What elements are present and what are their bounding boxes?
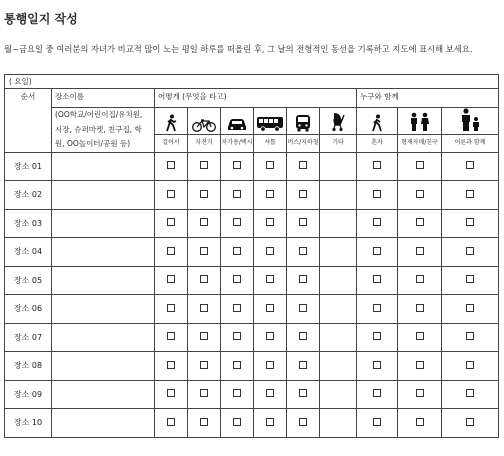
mode-checkbox-cell [188,380,221,409]
who-checkbox[interactable] [466,161,474,169]
shuttle-bus-icon [254,108,287,135]
mode-checkbox[interactable] [266,161,274,169]
adult-child-icon [442,108,499,135]
mode-checkbox-cell [188,409,221,438]
who-checkbox[interactable] [416,161,424,169]
mode-checkbox-cell [221,352,254,381]
mode-checkbox-cell [287,409,320,438]
who-checkbox[interactable] [416,361,424,369]
who-checkbox-cell [398,209,442,238]
mode-checkbox[interactable] [233,218,241,226]
mode-checkbox[interactable] [266,332,274,340]
mode-checkbox[interactable] [233,418,241,426]
who-checkbox[interactable] [466,332,474,340]
who-checkbox-cell [357,323,398,352]
table-row [5,380,499,409]
mode-checkbox-cell [155,352,188,381]
mode-checkbox[interactable] [299,332,307,340]
mode-checkbox-cell [221,380,254,409]
mode-label-walk: 걸어서 [155,135,188,152]
who-checkbox-cell [398,238,442,267]
mode-checkbox-cell [320,352,357,381]
who-checkbox-cell [398,266,442,295]
stroller-icon [320,108,357,135]
mode-checkbox-cell [320,266,357,295]
mode-checkbox-cell [221,209,254,238]
who-checkbox[interactable] [416,332,424,340]
person-alone-icon [357,108,398,135]
who-checkbox-cell [398,295,442,324]
row-label: 장소 09 [5,380,52,409]
who-checkbox[interactable] [466,190,474,198]
mode-label-bus: 버스/지하철 [287,135,320,152]
mode-checkbox-cell [287,380,320,409]
mode-checkbox-cell [254,152,287,181]
who-checkbox-cell [442,181,499,210]
table-row [5,181,499,210]
mode-checkbox-cell [188,295,221,324]
who-label-adult: 어른과 함께 [442,135,499,152]
place-name-field[interactable] [52,295,155,324]
who-checkbox-cell [442,209,499,238]
mode-checkbox-cell [254,352,287,381]
mode-checkbox[interactable] [299,418,307,426]
row-label: 장소 04 [5,238,52,267]
mode-checkbox-cell [287,181,320,210]
mode-checkbox-cell [221,323,254,352]
mode-checkbox[interactable] [266,418,274,426]
mode-checkbox-cell [188,181,221,210]
mode-label-shuttle: 셔틀 [254,135,287,152]
mode-checkbox[interactable] [167,218,175,226]
mode-checkbox[interactable] [299,389,307,397]
mode-checkbox[interactable] [233,304,241,312]
table-row [5,266,499,295]
mode-checkbox-cell [320,409,357,438]
who-checkbox[interactable] [416,275,424,283]
mode-checkbox-cell [155,266,188,295]
mode-checkbox-cell [221,238,254,267]
mode-checkbox-cell [320,152,357,181]
mode-checkbox[interactable] [167,361,175,369]
mode-checkbox-cell [254,380,287,409]
who-checkbox-cell [442,380,499,409]
mode-checkbox-cell [254,323,287,352]
mode-checkbox[interactable] [233,247,241,255]
siblings-icon [398,108,442,135]
mode-checkbox-cell [155,380,188,409]
mode-checkbox-cell [320,295,357,324]
who-checkbox-cell [442,323,499,352]
mode-checkbox[interactable] [233,161,241,169]
who-checkbox-cell [398,181,442,210]
mode-checkbox[interactable] [167,161,175,169]
instructions: 월~금요일 중 여러분의 자녀가 비교적 많이 노는 평일 하루를 떠올린 후, 그 날의 전형적인 동선을 기록하고 지도에 표시해 보세요. [4,44,473,54]
mode-label-car: 자가용/택시 [221,135,254,152]
mode-checkbox[interactable] [266,389,274,397]
who-checkbox-cell [442,352,499,381]
mode-checkbox[interactable] [299,361,307,369]
walking-icon [155,108,188,135]
mode-checkbox-cell [320,323,357,352]
mode-checkbox[interactable] [233,190,241,198]
who-checkbox[interactable] [466,218,474,226]
who-checkbox[interactable] [373,247,381,255]
car-icon [221,108,254,135]
who-checkbox-cell [357,238,398,267]
place-name-field[interactable] [52,181,155,210]
who-checkbox[interactable] [373,361,381,369]
mode-checkbox-cell [155,238,188,267]
mode-checkbox-cell [320,238,357,267]
mode-checkbox-cell [188,323,221,352]
table-row [5,295,499,324]
who-checkbox-cell [357,409,398,438]
place-name-field[interactable] [52,409,155,438]
mode-checkbox-cell [287,352,320,381]
mode-checkbox-cell [188,266,221,295]
mode-label-bicycle: 자전거 [188,135,221,152]
day-of-week-field[interactable]: ( 요일) [5,75,499,89]
place-name-field[interactable] [52,380,155,409]
who-checkbox[interactable] [466,304,474,312]
mode-checkbox-cell [320,181,357,210]
who-checkbox-cell [357,209,398,238]
mode-checkbox-cell [287,209,320,238]
who-checkbox[interactable] [466,247,474,255]
who-checkbox-cell [398,352,442,381]
who-checkbox[interactable] [373,275,381,283]
mode-checkbox-cell [254,209,287,238]
mode-checkbox[interactable] [200,218,208,226]
mode-checkbox[interactable] [167,190,175,198]
who-checkbox[interactable] [466,275,474,283]
who-checkbox[interactable] [373,332,381,340]
who-checkbox-cell [398,152,442,181]
who-checkbox[interactable] [373,190,381,198]
mode-checkbox[interactable] [266,275,274,283]
who-label-alone: 혼자 [357,135,398,152]
mode-checkbox-cell [188,209,221,238]
mode-checkbox-cell [221,295,254,324]
mode-checkbox[interactable] [266,247,274,255]
mode-checkbox[interactable] [200,389,208,397]
mode-checkbox[interactable] [200,332,208,340]
mode-checkbox-cell [287,152,320,181]
mode-checkbox[interactable] [233,389,241,397]
mode-checkbox-cell [254,409,287,438]
mode-checkbox-cell [155,181,188,210]
mode-checkbox-cell [254,266,287,295]
table-row [5,352,499,381]
mode-checkbox[interactable] [299,190,307,198]
table-row [5,238,499,267]
header-who: 누구와 함께 [357,89,499,108]
who-checkbox-cell [442,152,499,181]
mode-checkbox-cell [155,152,188,181]
row-label: 장소 03 [5,209,52,238]
mode-checkbox-cell [155,209,188,238]
who-checkbox-cell [442,295,499,324]
who-checkbox[interactable] [466,361,474,369]
mode-checkbox-cell [254,238,287,267]
mode-checkbox[interactable] [299,304,307,312]
who-checkbox[interactable] [416,389,424,397]
who-checkbox[interactable] [466,418,474,426]
who-checkbox[interactable] [416,190,424,198]
travel-log-table [4,74,499,438]
mode-checkbox-cell [221,266,254,295]
mode-checkbox[interactable] [167,275,175,283]
mode-checkbox-cell [287,266,320,295]
header-how: 어떻게 (무엇을 타고) [155,89,357,108]
mode-checkbox[interactable] [200,304,208,312]
who-checkbox-cell [357,266,398,295]
mode-checkbox[interactable] [167,418,175,426]
who-checkbox[interactable] [416,218,424,226]
who-checkbox-cell [398,409,442,438]
mode-checkbox-cell [287,323,320,352]
who-checkbox-cell [357,152,398,181]
row-label: 장소 06 [5,295,52,324]
who-checkbox-cell [442,238,499,267]
mode-checkbox[interactable] [266,304,274,312]
who-checkbox[interactable] [466,389,474,397]
who-checkbox[interactable] [416,418,424,426]
who-checkbox[interactable] [373,389,381,397]
mode-checkbox-cell [188,238,221,267]
mode-checkbox-cell [188,152,221,181]
mode-checkbox[interactable] [200,190,208,198]
mode-checkbox-cell [155,323,188,352]
mode-checkbox[interactable] [200,275,208,283]
mode-checkbox-cell [188,352,221,381]
who-checkbox-cell [398,380,442,409]
who-checkbox[interactable] [416,304,424,312]
mode-checkbox-cell [287,238,320,267]
who-checkbox[interactable] [373,161,381,169]
mode-checkbox[interactable] [233,275,241,283]
page-title: 통행일지 작성 [4,12,78,26]
mode-checkbox[interactable] [299,247,307,255]
mode-checkbox[interactable] [167,332,175,340]
row-label: 장소 07 [5,323,52,352]
mode-checkbox[interactable] [299,275,307,283]
table-row [5,323,499,352]
mode-checkbox[interactable] [266,190,274,198]
mode-checkbox[interactable] [299,218,307,226]
mode-checkbox[interactable] [200,418,208,426]
who-checkbox-cell [442,266,499,295]
header-place-desc: (OO학교/어린이집/유치원, 시장, 슈퍼마켓, 친구집, 학원, OO놀이터/공원 등) [52,108,155,153]
mode-checkbox[interactable] [200,247,208,255]
mode-checkbox-cell [221,181,254,210]
who-checkbox-cell [357,352,398,381]
who-checkbox-cell [398,323,442,352]
mode-checkbox-cell [254,181,287,210]
place-name-field[interactable] [52,323,155,352]
mode-checkbox-cell [221,409,254,438]
mode-checkbox[interactable] [266,218,274,226]
who-checkbox-cell [357,181,398,210]
mode-checkbox-cell [287,295,320,324]
mode-checkbox-cell [221,152,254,181]
place-name-field[interactable] [52,152,155,181]
place-name-field[interactable] [52,266,155,295]
who-checkbox-cell [357,380,398,409]
who-checkbox[interactable] [373,304,381,312]
mode-label-other: 기타 [320,135,357,152]
who-checkbox[interactable] [373,218,381,226]
mode-checkbox-cell [320,209,357,238]
header-seq: 순서 [5,89,52,153]
mode-checkbox-cell [254,295,287,324]
mode-checkbox-cell [320,380,357,409]
table-row [5,152,499,181]
table-row [5,209,499,238]
bicycle-icon [188,108,221,135]
mode-checkbox[interactable] [266,361,274,369]
row-label: 장소 08 [5,352,52,381]
mode-checkbox-cell [155,409,188,438]
mode-checkbox[interactable] [167,247,175,255]
bus-icon [287,108,320,135]
place-name-field[interactable] [52,238,155,267]
mode-checkbox[interactable] [200,361,208,369]
who-checkbox-cell [442,409,499,438]
table-row [5,409,499,438]
mode-checkbox[interactable] [233,332,241,340]
mode-checkbox[interactable] [200,161,208,169]
mode-checkbox[interactable] [167,389,175,397]
mode-checkbox[interactable] [299,161,307,169]
who-checkbox[interactable] [373,418,381,426]
header-place: 장소이름 [52,89,155,108]
who-checkbox-cell [357,295,398,324]
place-name-field[interactable] [52,209,155,238]
mode-checkbox[interactable] [233,361,241,369]
place-name-field[interactable] [52,352,155,381]
row-label: 장소 10 [5,409,52,438]
who-checkbox[interactable] [416,247,424,255]
row-label: 장소 02 [5,181,52,210]
row-label: 장소 05 [5,266,52,295]
mode-checkbox-cell [155,295,188,324]
who-label-siblings: 형제자매/친구 [398,135,442,152]
mode-checkbox[interactable] [167,304,175,312]
row-label: 장소 01 [5,152,52,181]
